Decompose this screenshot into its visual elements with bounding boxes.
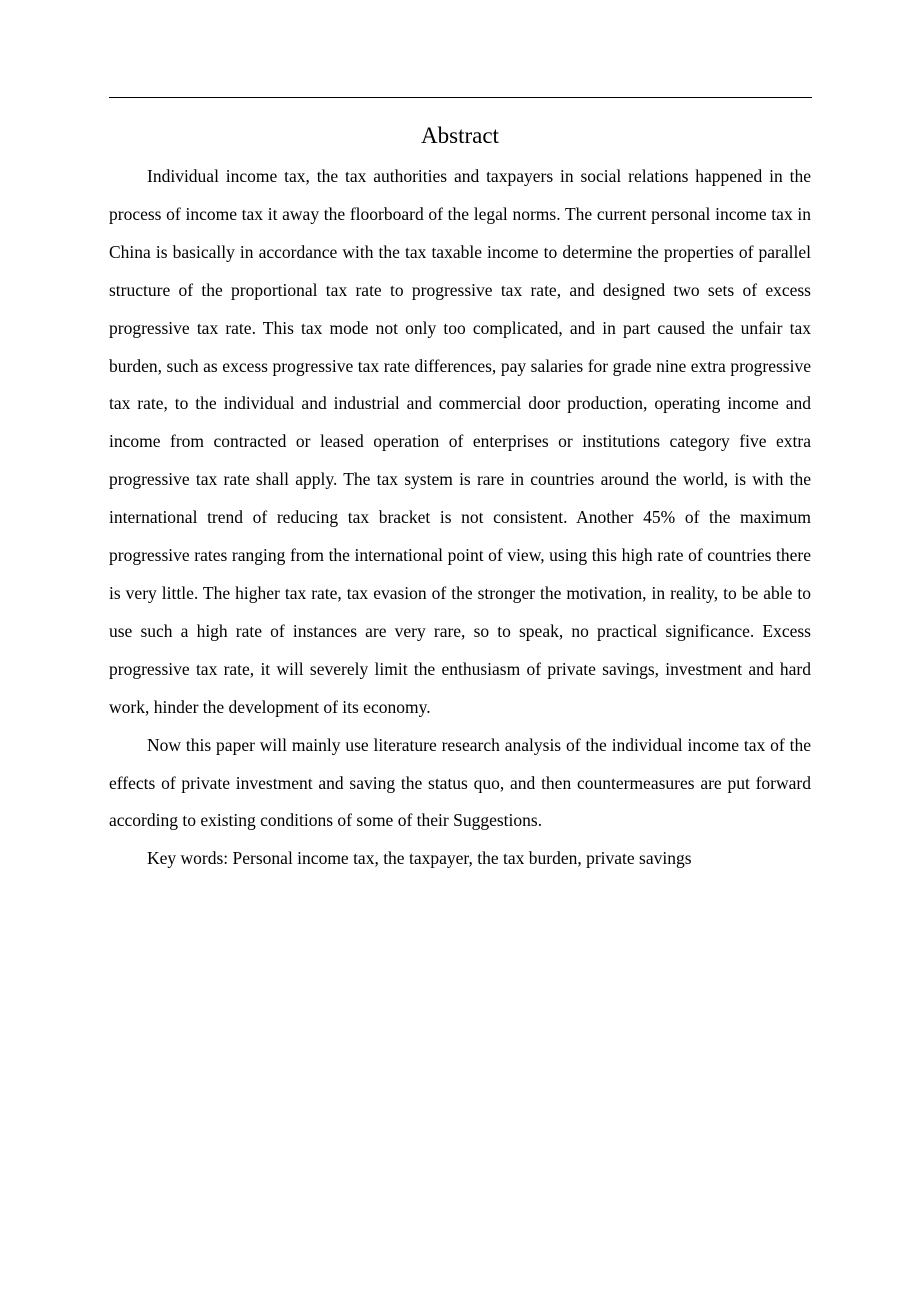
header-rule [109, 97, 812, 98]
abstract-paragraph-2: Now this paper will mainly use literature research analysis of the individual income tax of the effects of private investment and saving the status quo, and then countermeasures are put forward according to existing conditions of some of their Suggestions. [109, 734, 811, 831]
abstract-title: Abstract [421, 123, 499, 148]
abstract-paragraph-1: Individual income tax, the tax authorities and taxpayers in social relations happened in the process of income tax it away the floorboard of the legal norms. The current personal income tax in China is basically in accordance with the tax taxable income to determine the properties of parallel structure of the proportional tax rate to progressive tax rate, and designed two sets of excess progressive tax rate. This tax mode not only too complicated, and in part caused the unfair tax burden, such as excess progressive tax rate differences, pay salaries for grade nine extra progressive tax rate, to the individual and industrial and commercial door production, operating income and income from contracted or leased operation of enterprises or institutions category five extra progressive tax rate shall apply. The tax system is rare in countries around the world, is with the international trend of reducing tax bracket is not consistent. Another 45% of the maximum progressive rates ranging from the international point of view, using this high rate of countries there is very little. The higher tax rate, tax evasion of the stronger the motivation, in reality, to be able to use such a high rate of instances are very rare, so to speak, no practical significance. Excess progressive tax rate, it will severely limit the enthusiasm of private savings, investment and hard work, hinder the development of its economy. [109, 166, 811, 717]
keywords-line: Key words: Personal income tax, the taxpayer, the tax burden, private savings [147, 848, 692, 869]
abstract-section [109, 116, 811, 878]
